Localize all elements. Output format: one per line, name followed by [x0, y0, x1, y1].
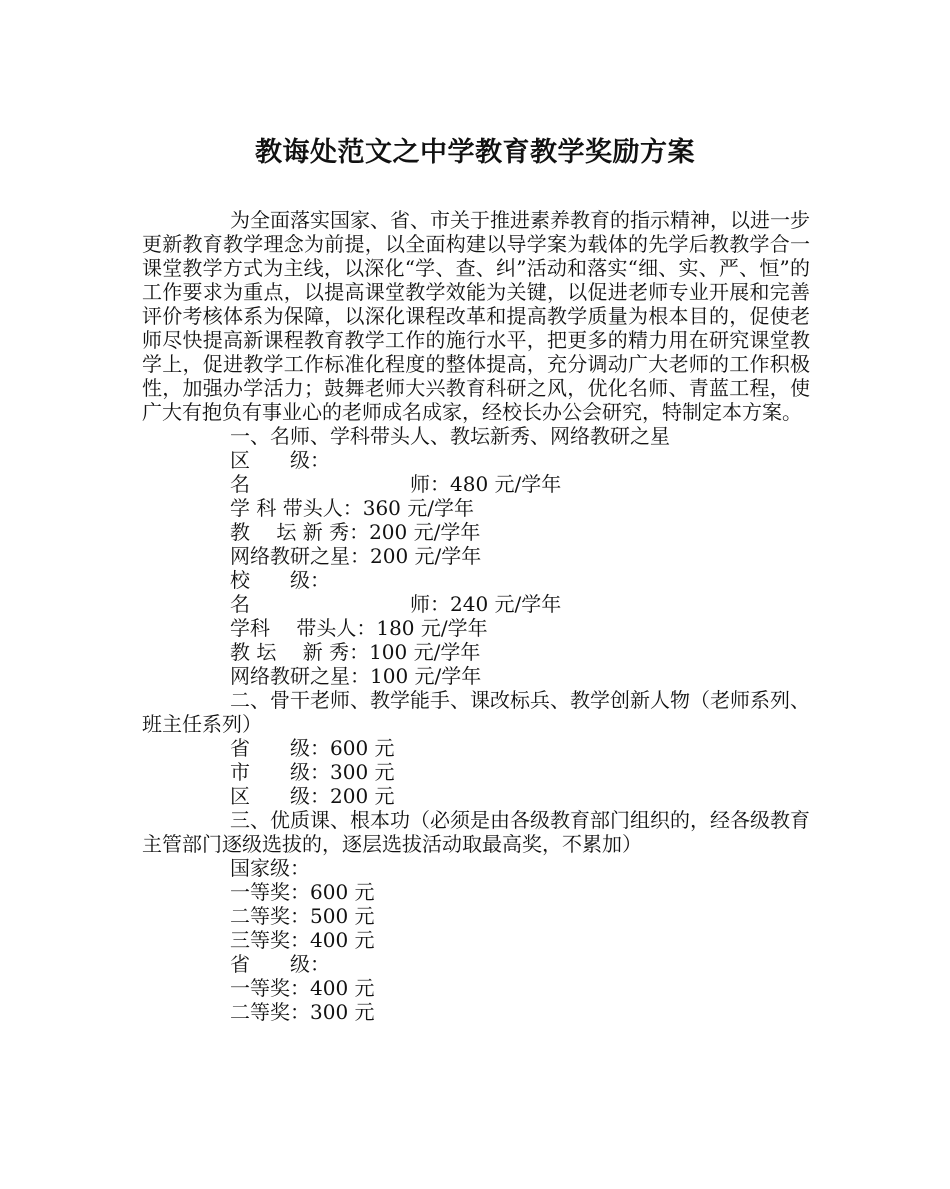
section2-heading: 二、骨干老师、教学能手、课改标兵、教学创新人物（老师系列、班主任系列）: [142, 688, 810, 736]
document-body: [142, 208, 810, 1024]
school-item: 名 师：240 元/学年: [230, 592, 562, 616]
school-item: 学科 带头人：180 元/学年: [230, 616, 488, 640]
district-item: 名 师：480 元/学年: [230, 472, 562, 496]
document-title: 教诲处范文之中学教育教学奖励方案: [255, 137, 695, 168]
section3-heading: 三、优质课、根本功（必须是由各级教育部门组织的，经各级教育主管部门逐级选拔的，逐层选拔活动取最高奖，不累加）: [142, 808, 810, 856]
national-level-label: 国家级：: [230, 856, 310, 880]
school-item: 网络教研之星：100 元/学年: [230, 664, 482, 688]
national-item: 三等奖：400 元: [230, 928, 375, 952]
district-level-label: 区 级：: [230, 448, 330, 472]
section1-heading: 一、名师、学科带头人、教坛新秀、网络教研之星: [230, 424, 670, 448]
province-item: 二等奖：300 元: [230, 1000, 375, 1024]
province-item: 一等奖：400 元: [230, 976, 375, 1000]
district-item: 教 坛 新 秀：200 元/学年: [230, 520, 481, 544]
section2-item: 市 级：300 元: [230, 760, 395, 784]
school-level-label: 校 级：: [230, 568, 330, 592]
district-item: 网络教研之星：200 元/学年: [230, 544, 482, 568]
national-item: 一等奖：600 元: [230, 880, 375, 904]
school-item: 教 坛 新 秀：100 元/学年: [230, 640, 481, 664]
province-level-label: 省 级：: [230, 952, 330, 976]
district-item: 学 科 带头人：360 元/学年: [230, 496, 474, 520]
section2-item: 省 级：600 元: [230, 736, 395, 760]
national-item: 二等奖：500 元: [230, 904, 375, 928]
section2-item: 区 级：200 元: [230, 784, 395, 808]
intro-paragraph: 为全面落实国家、省、市关于推进素养教育的指示精神，以进一步更新教育教学理念为前提，以全面构建以导学案为载体的先学后教教学合一课堂教学方式为主线，以深化“学、查、纠”活动和落实“细、实、严、恒”的工作要求为重点，以提高课堂教学效能为关键，以促进老师专业开展和完善评价考核体系为保障，以深化课程改革和提高教学质量为根本目的，促使老师尽快提高新课程教育教学工作的施行水平，把更多的精力用在研究课堂教学上，促进教学工作标准化程度的整体提高，充分调动广大老师的工作积极性，加强办学活力；鼓舞老师大兴教育科研之风，优化名师、青蓝工程，使广大有抱负有事业心的老师成名成家，经校长办公会研究，特制定本方案。: [142, 208, 810, 424]
